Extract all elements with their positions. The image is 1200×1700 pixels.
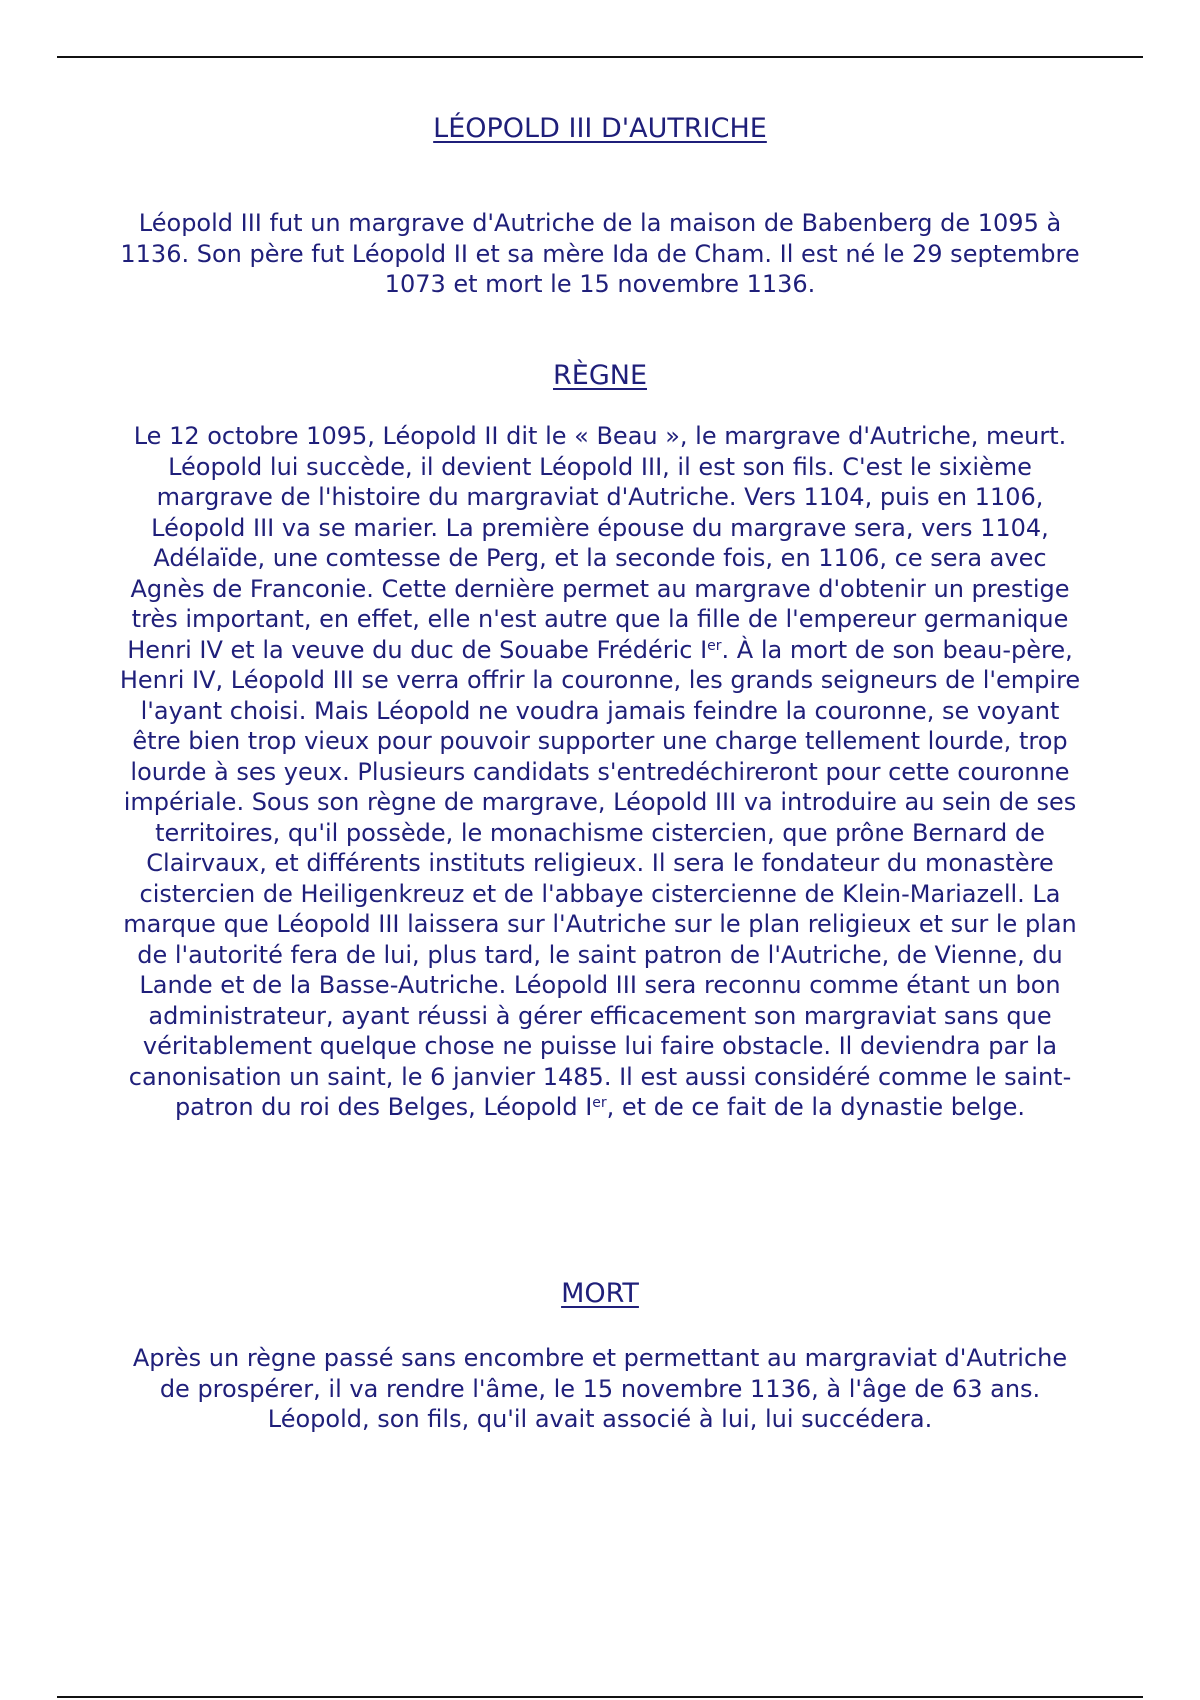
regne-superscript-2: er: [592, 1095, 607, 1111]
regne-superscript-1: er: [707, 637, 722, 654]
bottom-rule: [57, 1696, 1143, 1698]
section-heading-mort: MORT: [561, 1278, 639, 1309]
mort-paragraph: Après un règne passé sans encombre et permettant au margraviat d'Autriche de prospérer, il va rendre l'âme, le 15 novembre 1136, à l'âge de 63 ans. Léopold, son fils, qu'il avait associé à lui, lui succédera.: [132, 1344, 1068, 1433]
document-title: LÉOPOLD III D'AUTRICHE: [433, 113, 767, 144]
regne-paragraph: [115, 421, 1085, 1123]
intro-paragraph: Léopold III fut un margrave d'Autriche de la maison de Babenberg de 1095 à 1136. Son père fut Léopold II et sa mère Ida de Cham. Il est né le 29 septembre 1073 et mort le 15 novembre 1136.: [120, 209, 1080, 298]
regne-text-part3: , et de ce fait de la dynastie belge.: [606, 1093, 1026, 1121]
regne-text-part2: . À la mort de son beau-père, Henri IV, Léopold III se verra offrir la couronne, les grands seigneurs de l'empire l'ayant choisi. Mais Léopold ne voudra jamais feindre la couronne, se voyant être bien trop vieux pour pouvoir supporter une charge tellement lourde, trop lourde à ses yeux. Plusieurs candidats s'entredéchireront pour cette couronne impériale. Sous son règne de margrave, Léopold III va introduire au sein de ses territoires, qu'il possède, le monachisme cistercien, que prône Bernard de Clairvaux, et différents instituts religieux. Il sera le fondateur du monastère cistercien de Heiligenkreuz et de l'abbaye cistercienne de Klein-Mariazell. La marque que Léopold III laissera sur l'Autriche sur le plan religieux et sur le plan de l'autorité fera de lui, plus tard, le saint patron de l'Autriche, de Vienne, du Lande et de la Basse-Autriche. Léopold III sera reconnu comme étant un bon administrateur, ayant réussi à gérer efficacement son margraviat sans que véritablement quelque chose ne puisse lui faire obstacle. Il deviendra par la canonisation un saint, le 6 janvier 1485. Il est aussi considéré comme le saint-patron du roi des Belges, Léopold I: [119, 635, 1081, 1121]
regne-text-part1: Le 12 octobre 1095, Léopold II dit le « Beau », le margrave d'Autriche, meurt. Léopold lui succède, il devient Léopold III, il est son fils. C'est le sixième margrave de l'histoire du margraviat d'Autriche. Vers 1104, puis en 1106, Léopold III va se marier. La première épouse du margrave sera, vers 1104, Adélaïde, une comtesse de Perg, et la seconde fois, en 1106, ce sera avec Agnès de Franconie. Cette dernière permet au margrave d'obtenir un prestige très important, en effet, elle n'est autre que la fille de l'empereur germanique Henri IV et la veuve du duc de Souabe Frédéric I: [127, 422, 1070, 664]
section-heading-regne: RÈGNE: [553, 360, 647, 391]
top-rule: [57, 56, 1143, 58]
